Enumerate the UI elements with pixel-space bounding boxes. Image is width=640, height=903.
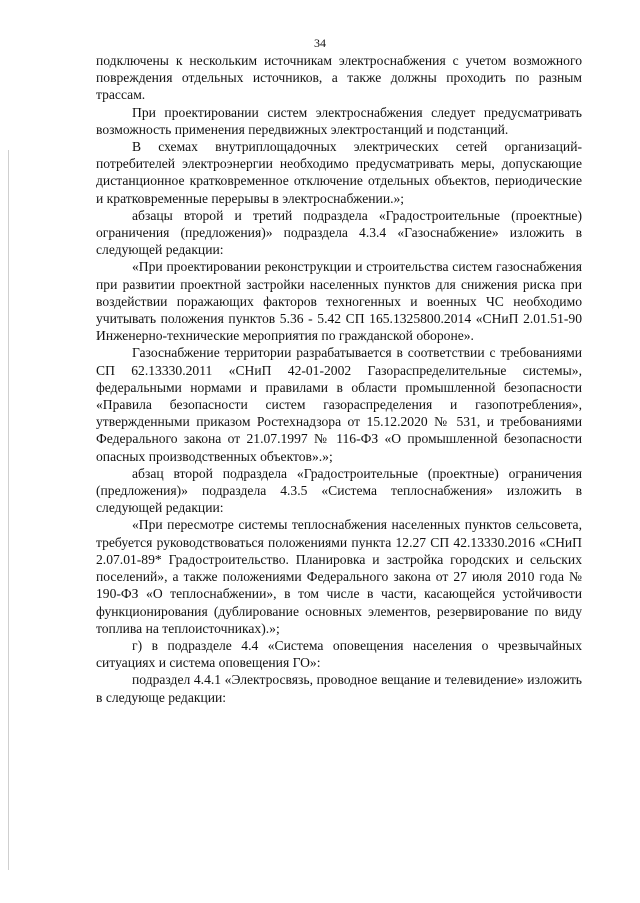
paragraph: «При пересмотре системы теплоснабжения населенных пунктов сельсовета, требуется руководствоваться положениями пункта 12.27 СП 42.13330.2016 «СНиП 2.07.01-89* Градостроительство. Планировка и застройка городских и сельских поселений», а также положениями Федерального закона от 27 июля 2010 года № 190-ФЗ «О теплоснабжении», в том числе в части, касающейся устойчивости функционирования (дублирование основных элементов, резервирование по виду топлива на теплоисточниках).»; (96, 517, 582, 636)
page-number: 34 (314, 36, 326, 50)
paragraph: В схемах внутриплощадочных электрических сетей организаций-потребителей электроэнергии необходимо предусматривать меры, допускающие дистанционное кратковременное отключение отдельных объектов, периодические и кратковременные перерывы в электроснабжении.»; (96, 139, 582, 206)
paragraph: Газоснабжение территории разрабатывается в соответствии с требованиями СП 62.13330.2011 «СНиП 42-01-2002 Газораспределительные системы», федеральными нормами и правилами в области промышленной безопасности «Правила безопасности систем газораспределения и газопотребления», утвержденными приказом Ростехнадзора от 15.12.2020 № 531, и требованиями Федерального закона от 21.07.1997 № 116-ФЗ «О промышленной безопасности опасных производственных объектов».»; (96, 345, 582, 464)
scan-edge-line (8, 150, 9, 870)
paragraph: подраздел 4.4.1 «Электросвязь, проводное вещание и телевидение» изложить в следующе редакции: (96, 672, 582, 705)
paragraph: абзац второй подраздела «Градостроительные (проектные) ограничения (предложения)» подраздела 4.3.5 «Система теплоснабжения» изложить в следующей редакции: (96, 465, 582, 516)
paragraph: «При проектировании реконструкции и строительства систем газоснабжения при развитии проектной застройки населенных пунктов для снижения риска при воздействии поражающих факторов техногенных и военных ЧС необходимо учитывать положения пунктов 5.36 - 5.42 СП 165.1325800.2014 «СНиП 2.01.51-90 Инженерно-технические мероприятия по гражданской обороне». (96, 259, 582, 344)
paragraph: При проектировании систем электроснабжения следует предусматривать возможность применения передвижных электростанций и подстанций. (96, 104, 582, 137)
paragraph: абзацы второй и третий подраздела «Градостроительные (проектные) ограничения (предложения)» подраздела 4.3.4 «Газоснабжение» изложить в следующей редакции: (96, 207, 582, 258)
paragraph: подключены к нескольким источникам электроснабжения с учетом возможного повреждения отдельных источников, а также должны проходить по разным трассам. (96, 53, 582, 103)
document-body (96, 52, 582, 706)
paragraph: г) в подразделе 4.4 «Система оповещения населения о чрезвычайных ситуациях и система оповещения ГО»: (96, 637, 582, 671)
